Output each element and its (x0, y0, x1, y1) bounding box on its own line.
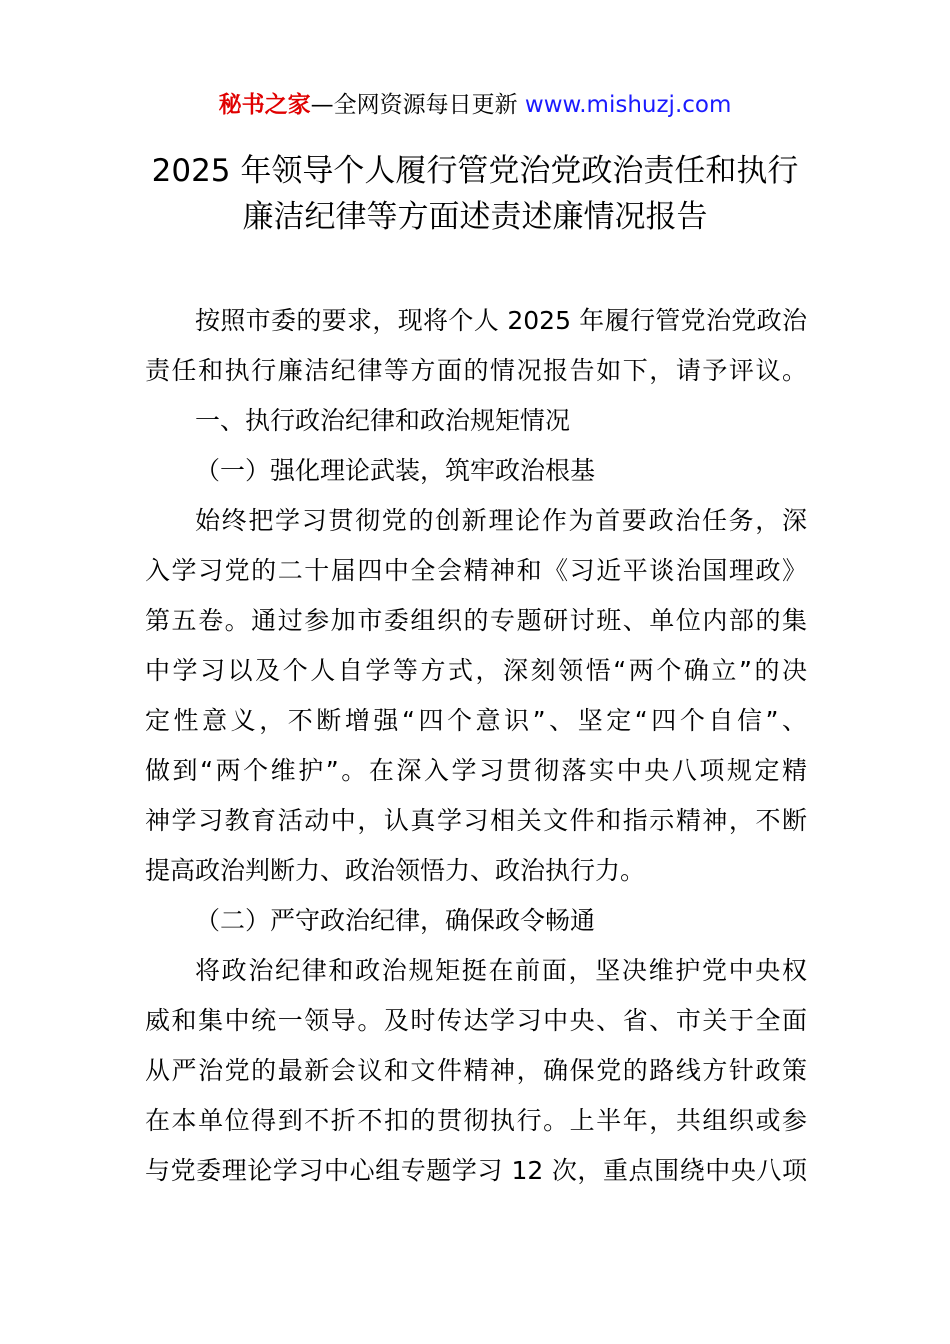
title-line: 廉洁纪律等方面述责述廉情况报告 (242, 199, 708, 235)
paragraph-line: 神学习教育活动中，认真学习相关文件和指示精神，不断 (145, 806, 807, 835)
paragraph-line: 责任和执行廉洁纪律等方面的情况报告如下，请予评议。 (145, 356, 807, 385)
section-heading: 一、执行政治纪律和政治规矩情况 (195, 406, 571, 435)
paragraph-line: 入学习党的二十届四中全会精神和《习近平谈治国理政》 (145, 556, 807, 585)
title-line: 2025 年领导个人履行管党治党政治责任和执行 (151, 153, 799, 189)
subsection-heading: （二）严守政治纪律，确保政令畅通 (195, 906, 596, 935)
document-title (0, 148, 950, 240)
paragraph-line: 定性意义，不断增强“四个意识”、坚定“四个自信”、 (145, 706, 807, 735)
paragraph-line: 按照市委的要求，现将个人 2025 年履行管党治党政治 (195, 306, 807, 335)
paragraph-line: 与党委理论学习中心组专题学习 12 次，重点围绕中央八项 (145, 1156, 807, 1185)
document-body (145, 296, 807, 1196)
paragraph-line: 在本单位得到不折不扣的贯彻执行。上半年，共组织或参 (145, 1106, 807, 1135)
site-header (0, 88, 950, 122)
subsection-heading: （一）强化理论武装，筑牢政治根基 (195, 456, 596, 485)
paragraph-line: 威和集中统一领导。及时传达学习中央、省、市关于全面 (145, 1006, 807, 1035)
paragraph-line: 将政治纪律和政治规矩挺在前面，坚决维护党中央权 (195, 956, 807, 985)
paragraph-line: 做到“两个维护”。在深入学习贯彻落实中央八项规定精 (145, 756, 807, 785)
site-url-link[interactable]: www.mishuzj.com (524, 92, 732, 118)
paragraph-line: 从严治党的最新会议和文件精神，确保党的路线方针政策 (145, 1056, 807, 1085)
paragraph-line: 中学习以及个人自学等方式，深刻领悟“两个确立”的决 (145, 656, 807, 685)
paragraph-line: 始终把学习贯彻党的创新理论作为首要政治任务，深 (195, 506, 807, 535)
paragraph-line: 第五卷。通过参加市委组织的专题研讨班、单位内部的集 (145, 606, 807, 635)
site-brand: 秘书之家 (218, 92, 311, 118)
site-tagline: —全网资源每日更新 (310, 92, 525, 118)
paragraph-line: 提高政治判断力、政治领悟力、政治执行力。 (145, 856, 646, 885)
